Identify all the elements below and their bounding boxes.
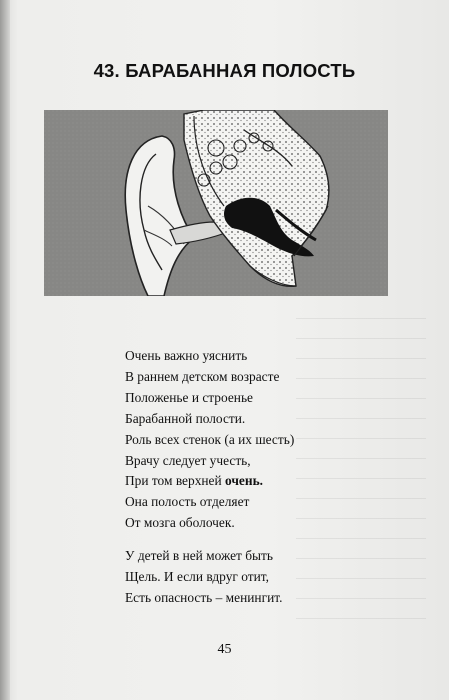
page-title: 43. БАРАБАННАЯ ПОЛОСТЬ xyxy=(93,60,356,81)
ear-anatomy-illustration xyxy=(44,110,388,296)
poem-line: Она полость отделяет xyxy=(125,494,250,510)
poem-line: В раннем детском возрасте xyxy=(125,368,280,384)
poem-line: Роль всех стенок (а их шесть) xyxy=(125,431,295,447)
bleed-through-text xyxy=(296,318,426,628)
poem-line: Врачу следует учесть, xyxy=(125,452,251,468)
poem-line: Барабанной полости. xyxy=(125,410,246,426)
poem-line-emphasis xyxy=(125,471,294,492)
emphasized-word: очень. xyxy=(225,473,264,489)
poem-line: Очень важно уяснить xyxy=(125,348,248,363)
poem-line: От мозга оболочек. xyxy=(125,515,235,531)
poem-line: Положенье и строенье xyxy=(125,389,254,405)
stanza-gap xyxy=(125,534,294,546)
poem-line: Щель. И если вдруг отит, xyxy=(125,569,269,585)
poem xyxy=(125,346,294,609)
poem-line: Есть опасность – менингит. xyxy=(125,589,283,605)
poem-line: У детей в ней может быть xyxy=(125,548,274,564)
page-number: 45 xyxy=(217,642,232,657)
poem-line-prefix: При том верхней xyxy=(125,473,226,489)
page-spine-shadow xyxy=(0,0,10,700)
